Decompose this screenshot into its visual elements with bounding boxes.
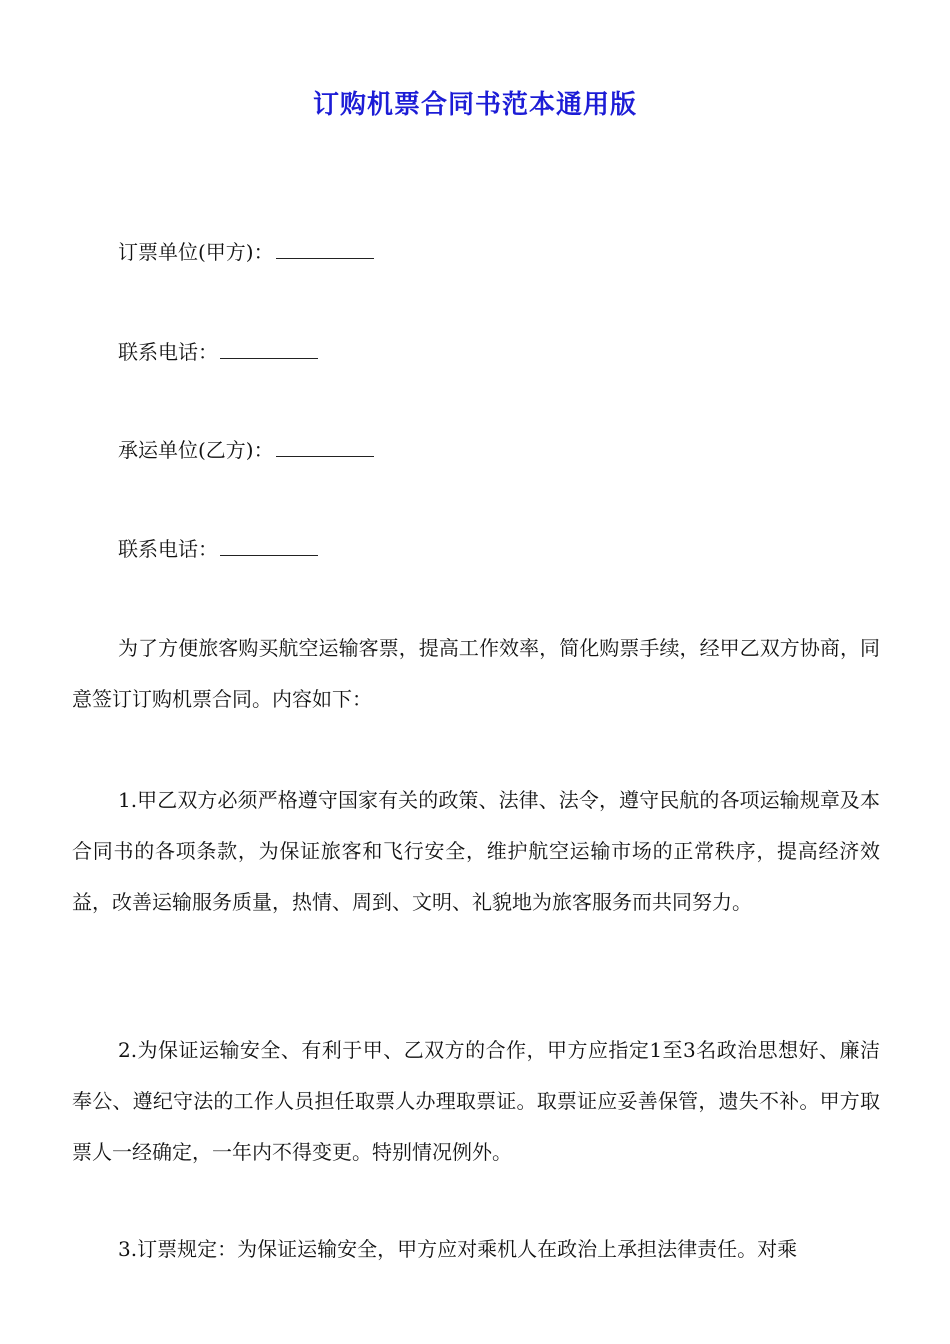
field-phone-a	[118, 338, 318, 366]
field-label: 联系电话：	[118, 340, 218, 364]
field-booking-unit	[118, 238, 374, 266]
field-carrier-unit	[118, 436, 374, 464]
fill-in-blank	[220, 338, 318, 359]
field-label: 订票单位(甲方)：	[118, 240, 274, 264]
fill-in-blank	[220, 535, 318, 556]
paragraph-clause-3: 3.订票规定：为保证运输安全，甲方应对乘机人在政治上承担法律责任。对乘	[118, 1237, 798, 1261]
fill-in-blank	[276, 238, 374, 259]
paragraph-clause-2: 2.为保证运输安全、有利于甲、乙双方的合作，甲方应指定1至3名政治思想好、廉洁奉公、遵纪守法的工作人员担任取票人办理取票证。取票证应妥善保管，遗失不补。甲方取票人一经确定，一年内不得变更。特别情况例外。	[72, 1038, 880, 1164]
fill-in-blank	[276, 436, 374, 457]
field-phone-b	[118, 535, 318, 563]
document-title: 订购机票合同书范本通用版	[312, 90, 637, 120]
field-label: 承运单位(乙方)：	[118, 438, 274, 462]
paragraph-clause-1: 1.甲乙双方必须严格遵守国家有关的政策、法律、法令，遵守民航的各项运输规章及本合同书的各项条款，为保证旅客和飞行安全，维护航空运输市场的正常秩序，提高经济效益，改善运输服务质量，热情、周到、文明、礼貌地为旅客服务而共同努力。	[72, 788, 880, 914]
paragraph-intro: 为了方便旅客购买航空运输客票，提高工作效率，简化购票手续，经甲乙双方协商，同意签订订购机票合同。内容如下：	[72, 636, 880, 711]
field-label: 联系电话：	[118, 537, 218, 561]
